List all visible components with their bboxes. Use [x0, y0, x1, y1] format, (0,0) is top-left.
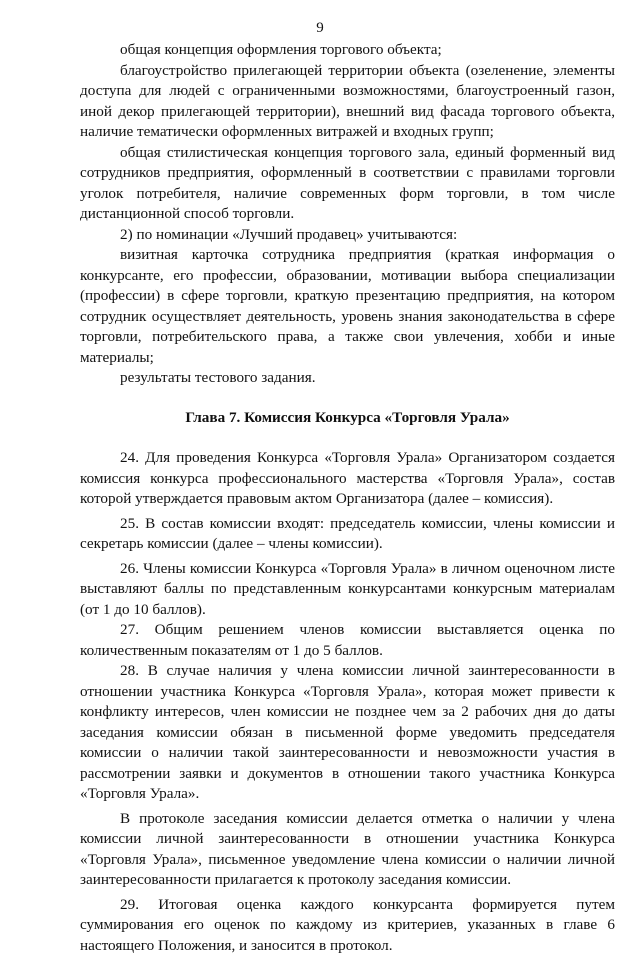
page-number: 9: [0, 20, 640, 37]
paragraph: 28. В случае наличия у члена комиссии личной заинтересованности в отношении участника Конкурса «Торговля Урала», которая может привести к конфликту интересов, член комиссии не позднее чем за 2 рабочих дня до даты заседания комиссии обязан в письменной форме уведомить председателя комиссии о наличии такой заинтересованности и невозможности участия в рассмотрении заявки и документов в отношении такого участника Конкурса «Торговля Урала».: [80, 661, 615, 805]
paragraph: 26. Члены комиссии Конкурса «Торговля Урала» в личном оценочном листе выставляют баллы по представленным конкурсантами конкурсным материалам (от 1 до 10 баллов).: [80, 559, 615, 621]
paragraph: 2) по номинации «Лучший продавец» учитываются:: [80, 225, 615, 246]
document-body: [80, 40, 615, 956]
paragraph: общая концепция оформления торгового объекта;: [80, 40, 615, 61]
chapter-heading: Глава 7. Комиссия Конкурса «Торговля Урала»: [80, 408, 615, 429]
paragraph: общая стилистическая концепция торгового зала, единый форменный вид сотрудников предприятия, оформленный в соответствии с правилами торговли уголок потребителя, наличие современных форм торговли, в том числе дистанционной способ торговли.: [80, 143, 615, 225]
paragraph: визитная карточка сотрудника предприятия (краткая информация о конкурсанте, его профессии, образовании, мотивации выбора специализации (профессии) в сфере торговли, краткую презентацию предприятия, на котором сотрудник осуществляет деятельность, уровень знания законодательства в сфере торговли, потребительского права, а также свои увлечения, хобби и иные материалы;: [80, 245, 615, 368]
paragraph: 25. В состав комиссии входят: председатель комиссии, члены комиссии и секретарь комиссии (далее – члены комиссии).: [80, 514, 615, 555]
paragraph: 29. Итоговая оценка каждого конкурсанта формируется путем суммирования его оценок по каждому из критериев, указанных в главе 6 настоящего Положения, и заносится в протокол.: [80, 895, 615, 956]
paragraph: благоустройство прилегающей территории объекта (озеленение, элементы доступа для людей с ограниченными возможностями, благоустроенный газон, иной декор прилегающей территории), внешний вид фасада торгового объекта, наличие тематически оформленных витражей и входных групп;: [80, 61, 615, 143]
paragraph: 27. Общим решением членов комиссии выставляется оценка по количественным показателям от 1 до 5 баллов.: [80, 620, 615, 661]
paragraph: результаты тестового задания.: [80, 368, 615, 389]
paragraph: 24. Для проведения Конкурса «Торговля Урала» Организатором создается комиссия конкурса профессионального мастерства «Торговля Урала», состав которой утверждается правовым актом Организатора (далее – комиссия).: [80, 448, 615, 510]
paragraph: В протоколе заседания комиссии делается отметка о наличии у члена комиссии личной заинтересованности в отношении участника Конкурса «Торговля Урала», письменное уведомление члена комиссии о наличии личной заинтересованности прилагается к протоколу заседания комиссии.: [80, 809, 615, 891]
